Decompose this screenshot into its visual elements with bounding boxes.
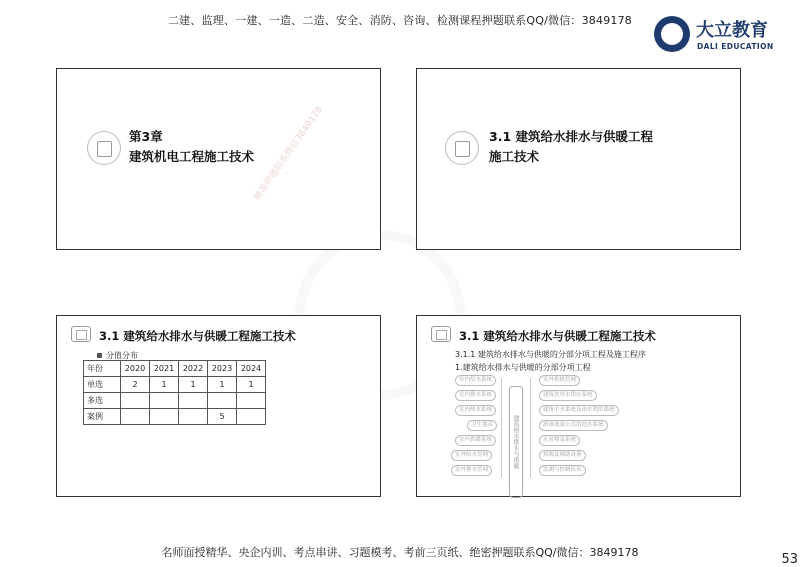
mindmap-node: 卫生器具 bbox=[467, 420, 497, 431]
table-cell: 多选 bbox=[84, 393, 121, 409]
mindmap-node: 室内供暖系统 bbox=[455, 435, 496, 446]
footer-text: 名师面授精华、央企内训、考点串讲、习题模考、考前三页纸、绝密押题联系QQ/微信：3849178 bbox=[161, 546, 639, 559]
table-cell: 2024 bbox=[237, 361, 266, 377]
table-cell bbox=[121, 409, 150, 425]
table-cell bbox=[179, 409, 208, 425]
slide-2 bbox=[416, 68, 741, 250]
slide-2-title-line2: 施工技术 bbox=[489, 149, 540, 164]
slide-1 bbox=[56, 68, 381, 250]
book-icon bbox=[445, 131, 479, 165]
slide-3-heading: 3.1 建筑给水排水与供暖工程施工技术 bbox=[99, 329, 296, 343]
slide-4-heading: 3.1 建筑给水排水与供暖工程施工技术 bbox=[459, 329, 656, 343]
slide-3 bbox=[56, 315, 381, 497]
table-cell bbox=[237, 393, 266, 409]
logo-emblem-icon bbox=[654, 16, 690, 52]
slide-1-title: 建筑机电工程施工技术 bbox=[129, 149, 255, 164]
slide-4-subheading-2: 1.建筑给水排水与供暖的分部分项工程 bbox=[455, 363, 591, 372]
mindmap-node: 室外给水管网 bbox=[451, 450, 492, 461]
table-cell: 1 bbox=[208, 377, 237, 393]
mindmap-center: 建筑给水排水与供暖 bbox=[509, 386, 523, 498]
table-cell bbox=[150, 409, 179, 425]
table-cell: 1 bbox=[150, 377, 179, 393]
logo-name: 大立教育 bbox=[696, 20, 768, 41]
book-icon bbox=[431, 326, 451, 342]
table-cell: 2021 bbox=[150, 361, 179, 377]
table-row bbox=[84, 377, 266, 393]
slide-4-subheading: 3.1.1 建筑给水排水与供暖的分部分项工程及施工程序 bbox=[455, 350, 646, 359]
table-cell bbox=[121, 393, 150, 409]
slide-2-title-line1: 3.1 建筑给水排水与供暖工程 bbox=[489, 129, 653, 144]
logo-english-name: DALI EDUCATION bbox=[697, 42, 774, 51]
table-cell: 5 bbox=[208, 409, 237, 425]
mindmap-node: 游泳池及公共浴池水系统 bbox=[539, 420, 608, 431]
mindmap-node: 建筑中水系统及雨水利用系统 bbox=[539, 405, 619, 416]
table-row bbox=[84, 409, 266, 425]
table-cell bbox=[208, 393, 237, 409]
mindmap-node: 室内热水系统 bbox=[455, 405, 496, 416]
mindmap-node: 监测与控制仪表 bbox=[539, 465, 586, 476]
mindmap-node: 室外供热管网 bbox=[539, 375, 580, 386]
mindmap-node: 室内给水系统 bbox=[455, 375, 496, 386]
table-cell bbox=[237, 409, 266, 425]
header-text: 二建、监理、一建、一造、二造、安全、消防、咨询、检测课程押题联系QQ/微信：3849178 bbox=[167, 14, 632, 27]
mindmap-node: 热源及辅助设备 bbox=[539, 450, 586, 461]
table-cell: 2023 bbox=[208, 361, 237, 377]
watermark-text: 精准押题联系微信3849178 bbox=[252, 104, 325, 203]
mindmap-node: 室外排水管网 bbox=[451, 465, 492, 476]
table-cell bbox=[150, 393, 179, 409]
mindmap-node: 水景喷泉系统 bbox=[539, 435, 580, 446]
table-cell bbox=[179, 393, 208, 409]
bullet-label: 分值分布 bbox=[106, 351, 138, 360]
slide-1-chapter: 第3章 bbox=[129, 129, 163, 144]
table-cell: 单选 bbox=[84, 377, 121, 393]
table-cell: 2020 bbox=[121, 361, 150, 377]
table-cell: 年份 bbox=[84, 361, 121, 377]
mindmap-node: 室内排水系统 bbox=[455, 390, 496, 401]
table-cell: 1 bbox=[179, 377, 208, 393]
page-number: 53 bbox=[781, 552, 798, 567]
table-cell: 2 bbox=[121, 377, 150, 393]
book-icon bbox=[87, 131, 121, 165]
table-header-row bbox=[84, 361, 266, 377]
table-row bbox=[84, 393, 266, 409]
book-icon bbox=[71, 326, 91, 342]
logo bbox=[654, 16, 776, 56]
table-cell: 2022 bbox=[179, 361, 208, 377]
table-cell: 案例 bbox=[84, 409, 121, 425]
slide-4 bbox=[416, 315, 741, 497]
mindmap-node: 建筑饮用水供应系统 bbox=[539, 390, 597, 401]
score-distribution-table bbox=[83, 360, 266, 425]
table-cell: 1 bbox=[237, 377, 266, 393]
